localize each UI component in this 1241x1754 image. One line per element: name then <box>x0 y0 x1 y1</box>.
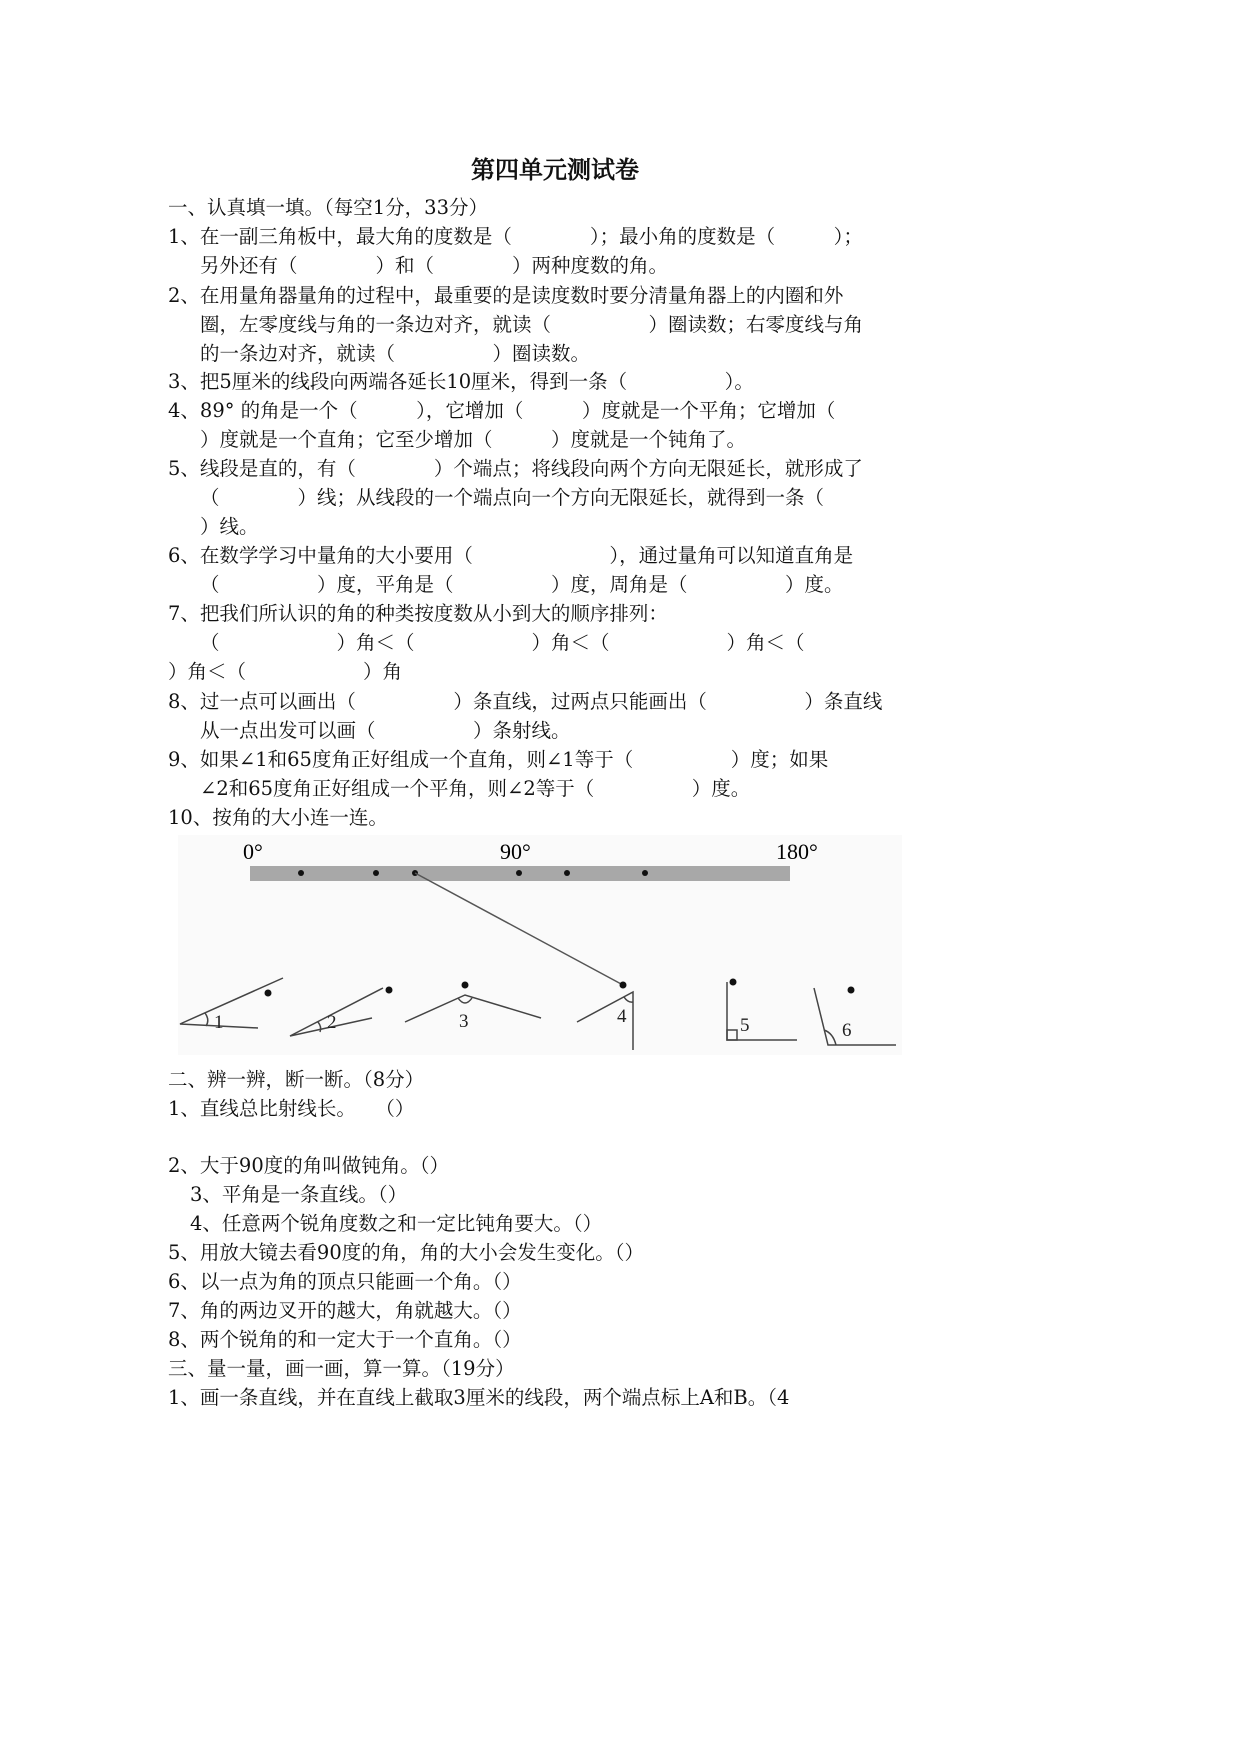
angle-label-5: 5 <box>740 1015 750 1036</box>
judge-item-5: 5、用放大镜去看90度的角，角的大小会发生变化。（） <box>168 1241 644 1264</box>
q3-line1: 3、把5厘米的线段向两端各延长10厘米，得到一条（ ）。 <box>168 370 754 393</box>
angle-dot <box>386 987 393 994</box>
angle-dot <box>462 982 469 989</box>
angle-label-6: 6 <box>842 1020 852 1041</box>
q9-line2: ∠2和65度角正好组成一个平角，则∠2等于（ ）度。 <box>200 777 751 800</box>
q8-line1: 8、过一点可以画出（ ）条直线，过两点只能画出（ ）条直线 <box>168 690 883 713</box>
q1-line1: 1、在一副三角板中，最大角的度数是（ ）；最小角的度数是（ ）； <box>168 225 863 248</box>
q10-line1: 10、按角的大小连一连。 <box>168 806 388 829</box>
section3-heading: 三、量一量，画一画，算一算。（19分） <box>168 1357 515 1380</box>
q1-line2: 另外还有（ ）和（ ）两种度数的角。 <box>200 254 669 277</box>
q8-line2: 从一点出发可以画（ ）条射线。 <box>200 719 571 742</box>
angle-dot <box>730 979 737 986</box>
judge-item-4: 4、任意两个锐角度数之和一定比钝角要大。（） <box>190 1212 603 1235</box>
scale-dot <box>298 870 304 876</box>
judge-item-6: 6、以一点为角的顶点只能画一个角。（） <box>168 1270 522 1293</box>
q4-line1: 4、89° 的角是一个（ ），它增加（ ）度就是一个平角；它增加（ <box>168 399 836 422</box>
judge-item-7: 7、角的两边叉开的越大，角就越大。（） <box>168 1299 522 1322</box>
q9-line1: 9、如果∠1和65度角正好组成一个直角，则∠1等于（ ）度；如果 <box>168 748 829 771</box>
q5-line2: （ ）线；从线段的一个端点向一个方向无限延长，就得到一条（ <box>200 486 825 509</box>
scale-label-180: 180° <box>776 839 818 864</box>
angle-label-1: 1 <box>214 1012 224 1033</box>
q7-line1: 7、把我们所认识的角的种类按度数从小到大的顺序排列： <box>168 602 668 625</box>
q6-line2: （ ）度，平角是（ ）度，周角是（ ）度。 <box>200 573 844 596</box>
angle-dot <box>848 987 855 994</box>
angle-label-3: 3 <box>459 1011 469 1032</box>
draw-item-1: 1、画一条直线，并在直线上截取3厘米的线段，两个端点标上A和B。（4 <box>168 1386 790 1409</box>
q2-line1: 2、在用量角器量角的过程中，最重要的是读度数时要分清量角器上的内圈和外 <box>168 284 844 307</box>
judge-item-3: 3、平角是一条直线。（） <box>190 1183 408 1206</box>
angle-dot <box>265 990 272 997</box>
section2-heading: 二、辨一辨，断一断。（8分） <box>168 1068 425 1091</box>
angle-label-4: 4 <box>617 1006 627 1027</box>
scale-label-90: 90° <box>500 839 531 864</box>
scale-dot <box>642 870 648 876</box>
q6-line1: 6、在数学学习中量角的大小要用（ ），通过量角可以知道直角是 <box>168 544 854 567</box>
angle-dot <box>620 982 627 989</box>
q5-line1: 5、线段是直的，有（ ）个端点；将线段向两个方向无限延长，就形成了 <box>168 457 863 480</box>
q7-line3: ）角＜（ ）角 <box>168 660 403 683</box>
scale-dot <box>516 870 522 876</box>
judge-item-8: 8、两个锐角的和一定大于一个直角。（） <box>168 1328 522 1351</box>
scale-dot <box>373 870 379 876</box>
scale-label-0: 0° <box>243 839 263 864</box>
judge-item-2: 2、大于90度的角叫做钝角。（） <box>168 1154 449 1177</box>
page-title: 第四单元测试卷 <box>471 155 639 184</box>
scale-dot <box>564 870 570 876</box>
judge-item-1: 1、直线总比射线长。 （） <box>168 1097 415 1120</box>
q7-line2: （ ）角＜（ ）角＜（ ）角＜（ <box>200 631 805 654</box>
section1-heading: 一、认真填一填。（每空1分，33分） <box>168 196 488 219</box>
q2-line3: 的一条边对齐，就读（ ）圈读数。 <box>200 342 591 365</box>
q4-line2: ）度就是一个直角；它至少增加（ ）度就是一个钝角了。 <box>200 428 747 451</box>
q2-line2: 圈，左零度线与角的一条边对齐，就读（ ）圈读数；右零度线与角 <box>200 313 864 336</box>
q5-line3: ）线。 <box>200 515 259 538</box>
angle-label-2: 2 <box>327 1012 337 1033</box>
